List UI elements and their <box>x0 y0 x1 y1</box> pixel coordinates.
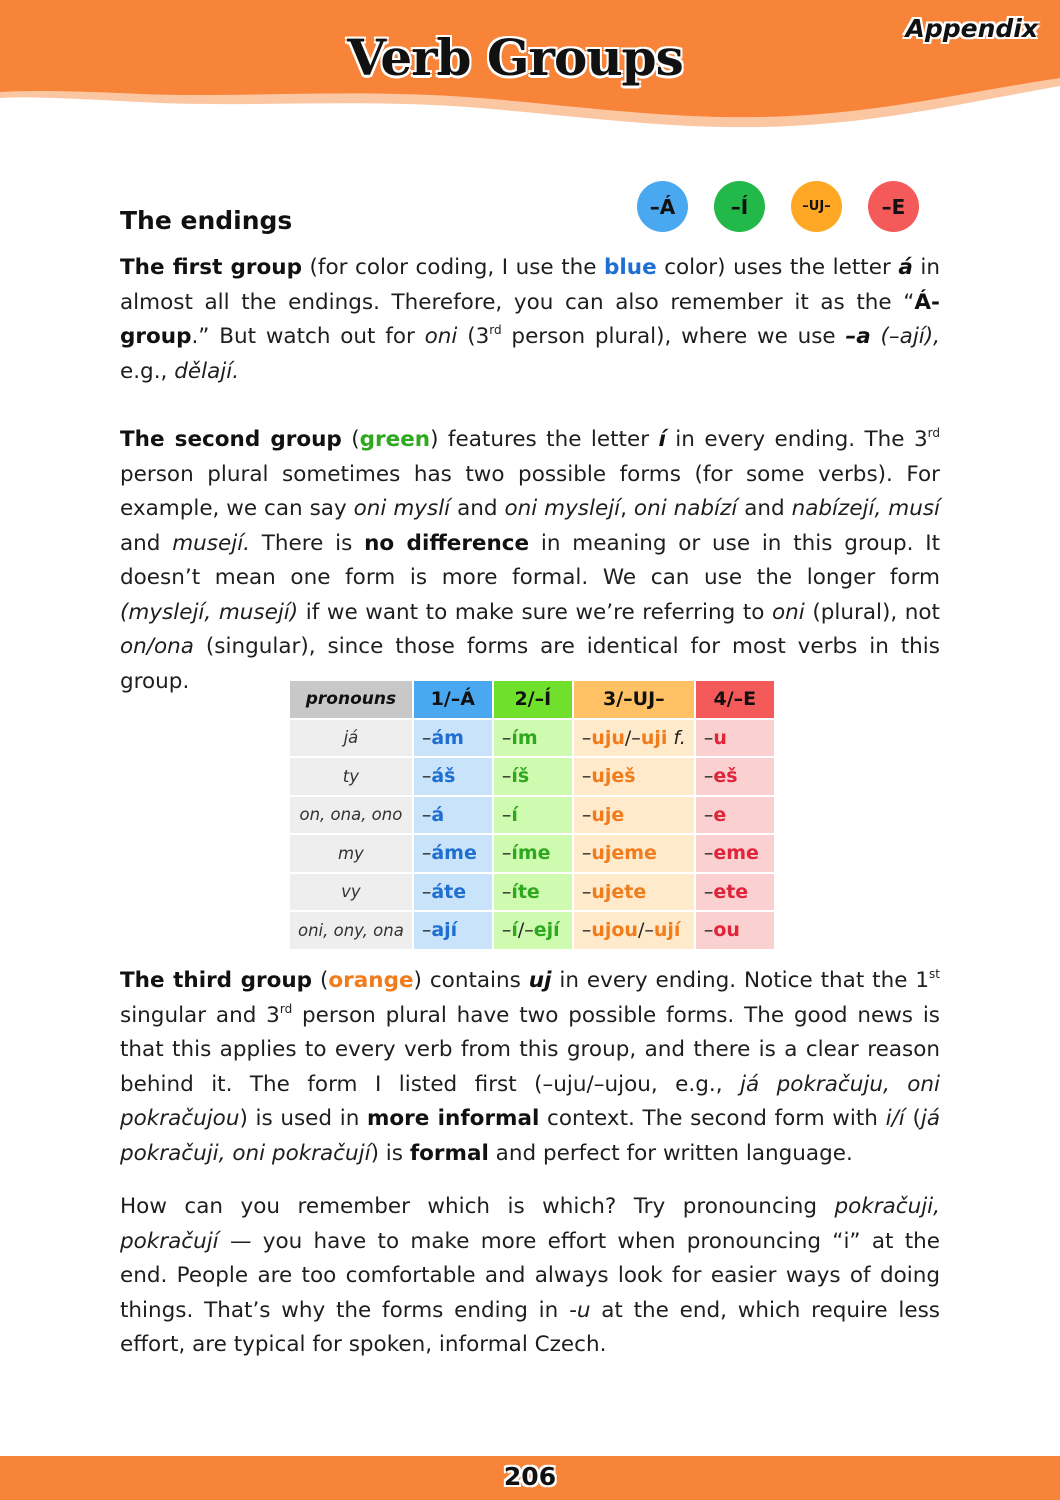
italic-text: já pokračuji, oni pokračují <box>120 1106 941 1166</box>
ending: uje <box>591 803 625 826</box>
formal-mark: f. <box>667 726 686 749</box>
ending-cell: –uješ <box>574 758 694 795</box>
text: person plural have two possible forms. The good news is that this applies to every verb from this group, and there is a clear reason behind it. The form I listed first (–uju/–ujou, e.g., <box>120 1002 940 1097</box>
page-number: 206 <box>503 1462 557 1491</box>
bold-text: The third group <box>120 968 313 993</box>
table-row <box>290 912 774 949</box>
ending: ují <box>653 919 681 942</box>
footer-bar <box>0 1456 1060 1500</box>
ending: e <box>713 803 727 826</box>
ending-cell: –áš <box>414 758 492 795</box>
text: (singular), since those forms are identical for most verbs in this group. <box>120 634 940 694</box>
ending-cell: –e <box>696 797 774 834</box>
header-group-1: 1/–Á <box>414 681 492 718</box>
ending-cell: –íš <box>494 758 572 795</box>
header-group-2: 2/–Í <box>494 681 572 718</box>
italic-text: nabízejí, musí <box>791 496 940 521</box>
ending: uji <box>640 726 668 749</box>
italic-text: oni nabízí <box>633 496 738 521</box>
ending-cell: –íme <box>494 835 572 872</box>
paragraph-remember-tip <box>120 1190 940 1363</box>
color-word-blue: blue <box>604 255 657 280</box>
ending-cell: –ím <box>494 720 572 757</box>
italic-text: oni myslejí <box>504 496 621 521</box>
ending-cell: –í/–ejí <box>494 912 572 949</box>
text: and <box>450 496 505 521</box>
text: .” But watch out for <box>191 324 425 349</box>
bold-text: Á-group <box>120 289 940 349</box>
text: at the end, which require less effort, are typical for spoken, informal Czech. <box>120 1297 940 1357</box>
text: person plural sometimes has two possible forms (for some verbs). For example, we can say <box>120 461 940 521</box>
paragraph-third-group <box>120 964 940 1171</box>
appendix-label: Appendix <box>905 14 1038 43</box>
text: in every ending. The 3 <box>665 427 928 452</box>
italic-text: oni <box>424 324 458 349</box>
ending-cell: –á <box>414 797 492 834</box>
header-pronouns: pronouns <box>290 681 412 718</box>
ending: íme <box>511 842 551 865</box>
ending: uju <box>591 726 625 749</box>
ending: í <box>511 919 518 942</box>
text: e.g., <box>120 358 175 384</box>
text: There is <box>250 530 365 556</box>
ending-cell: –ujete <box>574 874 694 911</box>
italic-text: uj <box>528 968 552 993</box>
table-header-row <box>290 681 774 718</box>
ending: eme <box>713 842 759 865</box>
bold-text: The first group <box>120 255 302 280</box>
pronoun-cell: oni, ony, ona <box>290 912 412 949</box>
pronoun-cell: vy <box>290 874 412 911</box>
ending: ají <box>431 919 458 942</box>
text: in every ending. Notice that the 1 <box>551 968 930 993</box>
text: if we want to make sure we’re referring to <box>298 599 772 625</box>
table-row <box>290 720 774 757</box>
group-badges <box>637 181 919 232</box>
ending: áte <box>431 880 467 903</box>
ending-cell: –ou <box>696 912 774 949</box>
italic-text: on/ona <box>120 634 194 659</box>
italic-text: musejí. <box>172 530 250 556</box>
paragraph-second-group <box>120 423 940 699</box>
header-banner <box>0 0 1060 140</box>
ending-cell: –ujou/–ují <box>574 912 694 949</box>
ending: ujou <box>591 919 638 942</box>
pronoun-cell: já <box>290 720 412 757</box>
pronoun-cell: my <box>290 835 412 872</box>
ending-cell: –u <box>696 720 774 757</box>
ending: á <box>431 803 445 826</box>
table-row <box>290 835 774 872</box>
text: (plural), not <box>804 599 940 625</box>
text: (for color coding, I use the <box>302 255 605 280</box>
color-word-orange: orange <box>328 968 414 993</box>
bold-text: more informal <box>366 1106 540 1131</box>
ending-cell: –ají <box>414 912 492 949</box>
text: (3 <box>457 324 490 349</box>
ending-cell: –í <box>494 797 572 834</box>
ending: í <box>511 803 518 826</box>
pronoun-cell: on, ona, ono <box>290 797 412 834</box>
italic-text: já pokračuju, oni pokračujou <box>120 1071 941 1131</box>
text: in almost all the endings. Therefore, you can also remember it as the “ <box>120 255 940 315</box>
header-group-3: 3/–UJ– <box>574 681 694 718</box>
text: ) is used in <box>239 1106 367 1131</box>
text: and <box>737 496 792 521</box>
ending: áme <box>431 842 477 865</box>
text: ) contains <box>413 968 529 993</box>
bold-text: The second group <box>120 427 342 452</box>
superscript: st <box>929 967 940 981</box>
ending-cell: –ete <box>696 874 774 911</box>
ending-cell: –ám <box>414 720 492 757</box>
superscript: rd <box>489 323 502 337</box>
text: person plural), where we use <box>501 324 846 349</box>
italic-text: (myslejí, musejí) <box>120 599 299 625</box>
text: How can you remember which is which? Try pronouncing <box>120 1194 835 1219</box>
italic-text: dělají. <box>174 358 240 384</box>
table-row <box>290 797 774 834</box>
text: singular and 3 <box>120 1002 280 1028</box>
ending: eš <box>713 765 738 788</box>
superscript: rd <box>927 426 940 440</box>
ending-cell: –eme <box>696 835 774 872</box>
ending: áš <box>431 765 456 788</box>
text: and <box>120 530 173 556</box>
italic-letter: á <box>898 255 913 280</box>
ending-cell: –íte <box>494 874 572 911</box>
italic-text: oni myslí <box>353 496 451 521</box>
badge-uj-group: –UJ– <box>791 181 842 232</box>
text: and perfect for written language. <box>488 1140 853 1166</box>
ending: ou <box>713 919 740 942</box>
ending: ete <box>713 880 749 903</box>
ending-cell: –áme <box>414 835 492 872</box>
ending-cell: –áte <box>414 874 492 911</box>
text: ) is <box>370 1140 410 1166</box>
ending: uješ <box>591 765 636 788</box>
italic-text: oni <box>772 599 805 625</box>
text: ( <box>904 1106 921 1131</box>
italic-text: (–ají), <box>870 324 940 349</box>
italic-letter: í <box>658 427 666 452</box>
italic-text: i/í <box>885 1106 905 1131</box>
text: in meaning or use in this group. It doesn’t mean one form is more formal. We can use the longer form <box>120 530 941 590</box>
text: , <box>620 496 634 521</box>
color-word-green: green <box>359 427 431 452</box>
ending: íš <box>511 765 530 788</box>
badge-a-group: –Á <box>637 181 688 232</box>
ending-cell: –uju/–uji f. <box>574 720 694 757</box>
bold-text: no difference <box>364 530 530 556</box>
ending: u <box>713 726 727 749</box>
ending-cell: –ujeme <box>574 835 694 872</box>
text: — you have to make more effort when pronouncing “i” at the end. People are too comfortable and always look for easier ways of doing things. That’s why the forms ending in <box>120 1228 940 1323</box>
bold-text: formal <box>409 1140 489 1166</box>
header-group-4: 4/–E <box>696 681 774 718</box>
text: ( <box>312 968 329 993</box>
section-heading: The endings <box>120 206 293 235</box>
badge-i-group: –Í <box>714 181 765 232</box>
badge-e-group: –E <box>868 181 919 232</box>
ending-cell: –uje <box>574 797 694 834</box>
text: context. The second form with <box>539 1106 886 1131</box>
italic-text: pokračuji, pokračují <box>120 1194 940 1254</box>
text: color) uses the letter <box>656 255 899 280</box>
pronoun-cell: ty <box>290 758 412 795</box>
text: ) features the letter <box>430 427 659 452</box>
table-row <box>290 874 774 911</box>
ending: ám <box>431 726 464 749</box>
page-title: Verb Groups <box>347 28 683 87</box>
ending: ujete <box>591 880 647 903</box>
paragraph-first-group <box>120 251 940 389</box>
italic-text: -u <box>569 1297 591 1323</box>
text: ( <box>341 427 360 452</box>
ending: ím <box>511 726 538 749</box>
italic-text: –a <box>845 324 871 349</box>
ending-cell: –eš <box>696 758 774 795</box>
ending: ujeme <box>591 842 657 865</box>
endings-table <box>288 679 776 951</box>
ending: íte <box>511 880 540 903</box>
ending: ejí <box>533 919 560 942</box>
superscript: rd <box>279 1001 293 1016</box>
table-row <box>290 758 774 795</box>
